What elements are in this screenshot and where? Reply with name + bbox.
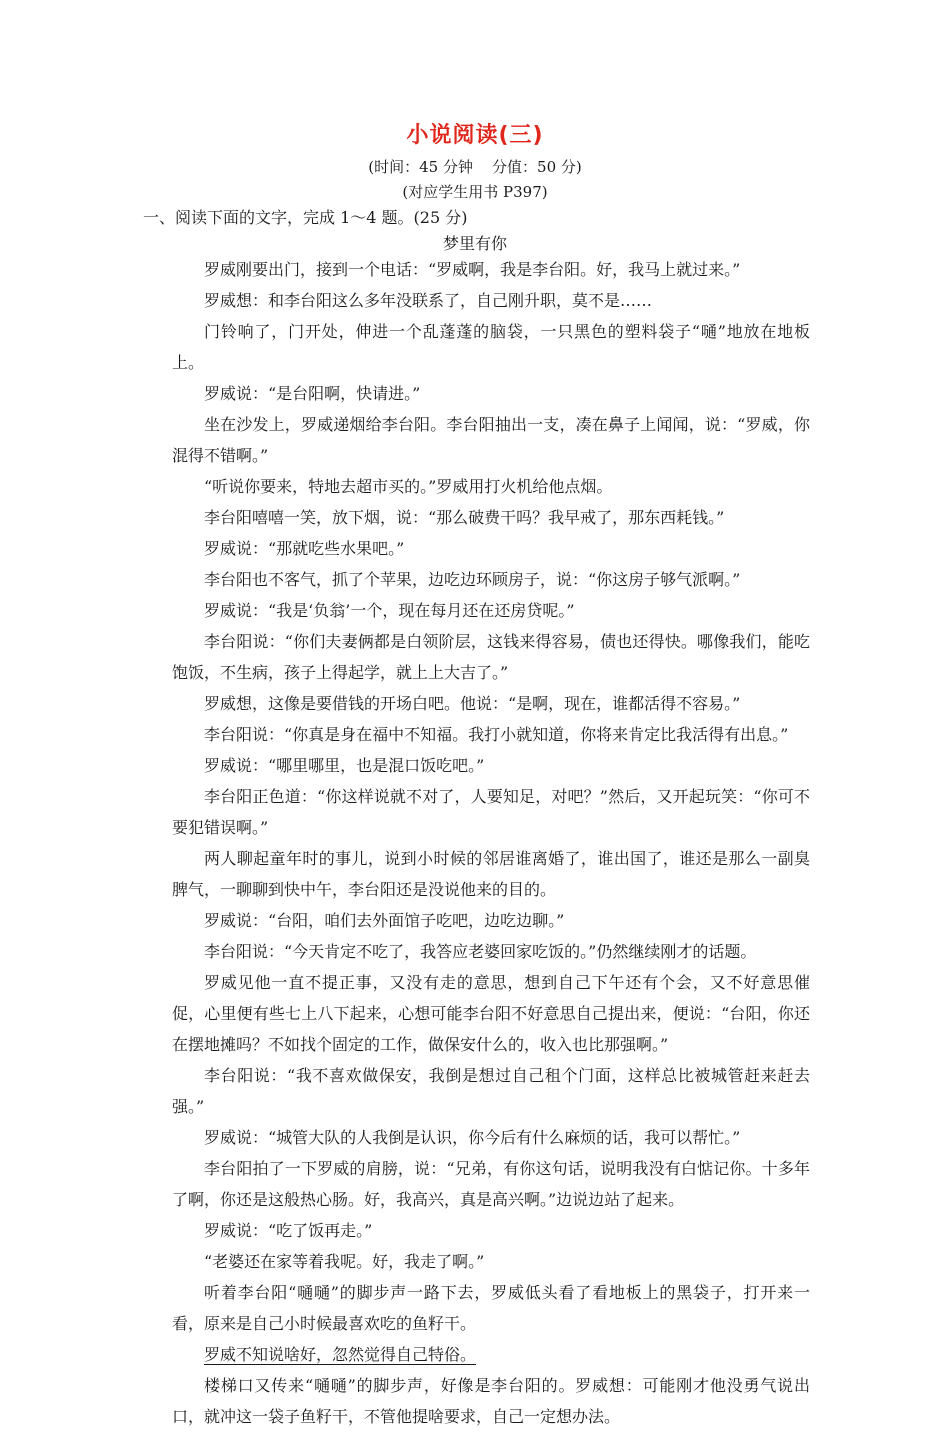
paragraph: 罗威说：“台阳，咱们去外面馆子吃吧，边吃边聊。” [204, 911, 565, 930]
paragraph: 罗威说：“我是‘负翁’一个，现在每月还在还房贷呢。” [204, 601, 575, 620]
paragraph: 罗威说：“吃了饭再走。” [204, 1221, 373, 1240]
paragraph: 李台阳也不客气，抓了个苹果，边吃边环顾房子，说：“你这房子够气派啊。” [204, 570, 741, 589]
section-heading: 一、阅读下面的文字，完成 1～4 题。(25 分) [143, 208, 468, 227]
paragraph: 李台阳说：“你们夫妻俩都是白领阶层，这钱来得容易，债也还得快。哪像我们，能吃饱饭，不生病，孩子上得起学，就上上大吉了。” [172, 632, 810, 682]
paragraph: “老婆还在家等着我呢。好，我走了啊。” [204, 1252, 485, 1271]
page-title: 小说阅读(三) [406, 123, 544, 148]
paragraph: 两人聊起童年时的事儿，说到小时候的邻居谁离婚了，谁出国了，谁还是那么一副臭脾气，一聊聊到快中午，李台阳还是没说他来的目的。 [172, 849, 810, 899]
paragraph: 罗威说：“那就吃些水果吧。” [204, 539, 405, 558]
paragraph: 罗威见他一直不提正事，又没有走的意思，想到自己下午还有个会，又不好意思催促，心里便有些七上八下起来，心想可能李台阳不好意思自己提出来，便说：“台阳，你还在摆地摊吗？不如找个固定的工作，做保安什么的，收入也比那强啊。” [172, 973, 810, 1054]
paragraph: 罗威想：和李台阳这么多年没联系了，自己刚升职，莫不是…… [204, 291, 653, 310]
paragraph: 罗威刚要出门，接到一个电话：“罗威啊，我是李台阳。好，我马上就过来。” [204, 260, 741, 279]
paragraph: 李台阳嘻嘻一笑，放下烟，说：“那么破费干吗？我早戒了，那东西耗钱。” [204, 508, 725, 527]
story-title: 梦里有你 [442, 234, 507, 253]
paragraph: 门铃响了，门开处，伸进一个乱蓬蓬的脑袋，一只黑色的塑料袋子“嗵”地放在地板上。 [172, 322, 810, 372]
paragraph: 罗威说：“是台阳啊，快请进。” [204, 384, 421, 403]
underlined-sentence: 罗威不知说啥好，忽然觉得自己特俗。 [204, 1345, 477, 1364]
paragraph: 李台阳正色道：“你这样说就不对了，人要知足，对吧？”然后，又开起玩笑：“你可不要犯错误啊。” [172, 787, 810, 837]
paragraph: 罗威说：“哪里哪里，也是混口饭吃吧。” [204, 756, 485, 775]
paragraph: 李台阳说：“我不喜欢做保安，我倒是想过自己租个门面，这样总比被城管赶来赶去强。” [172, 1066, 810, 1116]
paragraph: 李台阳说：“今天肯定不吃了，我答应老婆回家吃饭的。”仍然继续刚才的话题。 [204, 942, 757, 961]
paragraph: “听说你要来，特地去超市买的。”罗威用打火机给他点烟。 [204, 477, 613, 496]
textbook-reference: (对应学生用书 P397) [402, 183, 548, 201]
paragraph: 李台阳说：“你真是身在福中不知福。我打小就知道，你将来肯定比我活得有出息。” [204, 725, 789, 744]
paragraph: 楼梯口又传来“嗵嗵”的脚步声，好像是李台阳的。罗威想：可能刚才他没勇气说出口，就冲这一袋子鱼籽干，不管他提啥要求，自己一定想办法。 [172, 1376, 810, 1426]
paragraph: 罗威想，这像是要借钱的开场白吧。他说：“是啊，现在，谁都活得不容易。” [204, 694, 741, 713]
paragraph: 坐在沙发上，罗威递烟给李台阳。李台阳抽出一支，凑在鼻子上闻闻，说：“罗威，你混得不错啊。” [172, 415, 810, 465]
paragraph: 听着李台阳“嗵嗵”的脚步声一路下去，罗威低头看了看地板上的黑袋子，打开来一看，原来是自己小时候最喜欢吃的鱼籽干。 [172, 1283, 810, 1333]
paragraph: 李台阳拍了一下罗威的肩膀，说：“兄弟，有你这句话，说明我没有白惦记你。十多年了啊，你还是这般热心肠。好，我高兴，真是高兴啊。”边说边站了起来。 [172, 1159, 810, 1209]
story-body [172, 254, 810, 1432]
paragraph: 罗威说：“城管大队的人我倒是认识，你今后有什么麻烦的话，我可以帮忙。” [204, 1128, 741, 1147]
exam-time-score: (时间：45 分钟 分值：50 分) [368, 158, 582, 176]
